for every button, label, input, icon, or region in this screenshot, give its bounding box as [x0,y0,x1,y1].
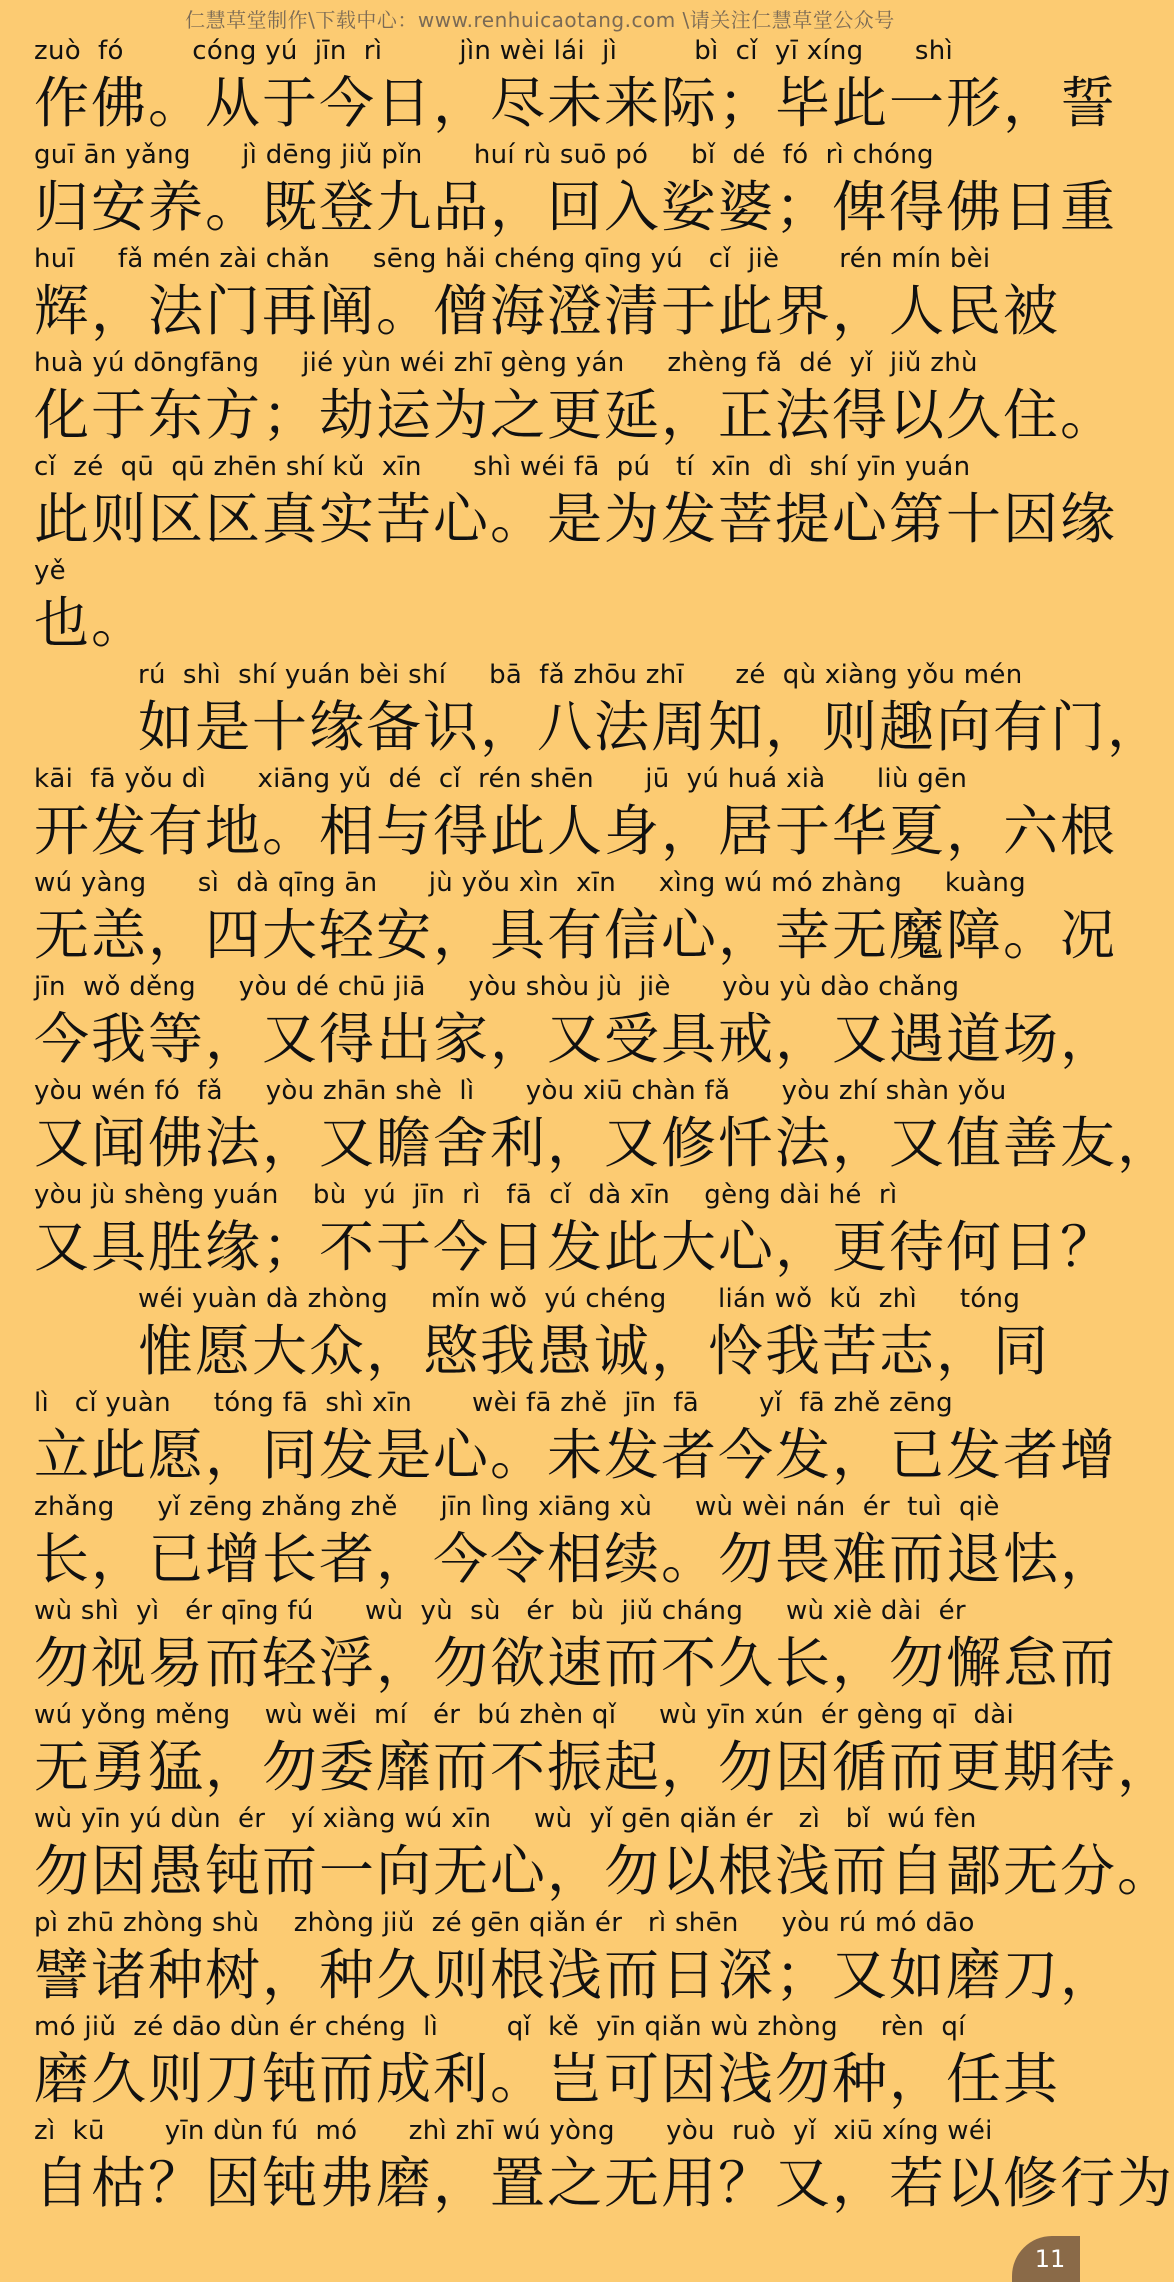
text-line [34,1074,1174,1178]
scripture-text [34,34,1174,2218]
text-line [34,1698,1174,1802]
pinyin-row: mó jiǔ zé dāo dùn ér chéng lì qǐ kě yīn qiǎn wù zhòng rèn qí [34,2012,966,2042]
text-line [34,346,1118,450]
text-line [34,450,1118,554]
hanzi-row: 此则区区真实苦心。是为发菩提心第十因缘 [34,487,1118,551]
pinyin-row: pì zhū zhòng shù zhòng jiǔ zé gēn qiǎn ér rì shēn yòu rú mó dāo [34,1908,975,1938]
page-number-badge: 11 [1012,2236,1080,2282]
text-line [34,1490,1118,1594]
hanzi-row: 立此愿，同发是心。未发者今发，已发者增 [34,1423,1118,1487]
text-line [34,1178,1118,1282]
pinyin-row: wéi yuàn dà zhòng mǐn wǒ yú chéng lián wǒ kǔ zhì tóng [138,1284,1021,1314]
hanzi-row: 无勇猛，勿委靡而不振起，勿因循而更期待， [34,1735,1174,1799]
hanzi-row: 自枯？因钝弗磨，置之无用？又，若以修行为 [34,2151,1174,2215]
pinyin-row: yòu wén fó fǎ yòu zhān shè lì yòu xiū chàn fǎ yòu zhí shàn yǒu [34,1076,1007,1106]
pinyin-row: wú yǒng měng wù wěi mí ér bú zhèn qǐ wù yīn xún ér gèng qī dài [34,1700,1015,1730]
pinyin-row: huī fǎ mén zài chǎn sēng hǎi chéng qīng yú cǐ jiè rén mín bèi [34,244,991,274]
hanzi-row: 勿因愚钝而一向无心，勿以根浅而自鄙无分。 [34,1839,1174,1903]
text-line [34,138,1118,242]
hanzi-row: 又闻佛法，又瞻舍利，又修忏法，又值善友， [34,1111,1174,1175]
pinyin-row: cǐ zé qū qū zhēn shí kǔ xīn shì wéi fā pú tí xīn dì shí yīn yuán [34,452,971,482]
hanzi-row: 作佛。从于今日，尽未来际；毕此一形，誓 [34,71,1118,135]
text-line [34,242,1061,346]
hanzi-row: 开发有地。相与得此人身，居于华夏，六根 [34,799,1118,863]
hanzi-row: 无恙，四大轻安，具有信心，幸无魔障。况 [34,903,1118,967]
text-line [34,866,1118,970]
hanzi-row: 如是十缘备识，八法周知，则趣向有门， [138,695,1165,759]
hanzi-row: 长，已增长者，今令相续。勿畏难而退怯， [34,1527,1118,1591]
text-line [34,762,1118,866]
pinyin-row: zhǎng yǐ zēng zhǎng zhě jīn lìng xiāng xù wù wèi nán ér tuì qiè [34,1492,1000,1522]
text-line [34,1594,1118,1698]
pinyin-row: rú shì shí yuán bèi shí bā fǎ zhōu zhī zé qù xiàng yǒu mén [138,660,1023,690]
pinyin-row: zì kū yīn dùn fú mó zhì zhī wú yòng yòu ruò yǐ xiū xíng wéi [34,2116,993,2146]
text-line [34,1386,1118,1490]
text-line [34,1282,1054,1386]
pinyin-row: zuò fó cóng yú jīn rì jìn wèi lái jì bì cǐ yī xíng shì [34,36,954,66]
pinyin-row: jīn wǒ děng yòu dé chū jiā yòu shòu jù jiè yòu yù dào chǎng [34,972,960,1002]
hanzi-row: 勿视易而轻浮，勿欲速而不久长，勿懈怠而 [34,1631,1118,1695]
text-line [34,970,1118,1074]
text-line [34,2114,1174,2218]
pinyin-row: huà yú dōngfāng jié yùn wéi zhī gèng yán zhèng fǎ dé yǐ jiǔ zhù [34,348,978,378]
pinyin-row: kāi fā yǒu dì xiāng yǔ dé cǐ rén shēn jū yú huá xià liù gēn [34,764,968,794]
text-line [34,1802,1174,1906]
text-line [34,554,1054,658]
text-line [34,658,1165,762]
hanzi-row: 又具胜缘；不于今日发此大心，更待何日？ [34,1215,1118,1279]
pinyin-row: guī ān yǎng jì dēng jiǔ pǐn huí rù suō pó bǐ dé fó rì chóng [34,140,934,170]
pinyin-row: yě [34,556,66,586]
hanzi-row: 化于东方；劫运为之更延，正法得以久住。 [34,383,1118,447]
text-line [34,1906,1118,2010]
hanzi-row: 归安养。既登九品，回入娑婆；俾得佛日重 [34,175,1118,239]
hanzi-row: 磨久则刀钝而成利。岂可因浅勿种，任其 [34,2047,1061,2111]
hanzi-row: 也。 [34,591,149,655]
watermark-header: 仁慧草堂制作\下载中心：www.renhuicaotang.com \请关注仁慧草堂公众号 [185,8,895,32]
pinyin-row: wù yīn yú dùn ér yí xiàng wú xīn wù yǐ gēn qiǎn ér zì bǐ wú fèn [34,1804,977,1834]
pinyin-row: wù shì yì ér qīng fú wù yù sù ér bù jiǔ cháng wù xiè dài ér [34,1596,966,1626]
hanzi-row: 譬诸种树，种久则根浅而日深；又如磨刀， [34,1943,1118,2007]
hanzi-row: 今我等，又得出家，又受具戒，又遇道场， [34,1007,1118,1071]
text-line [34,2010,1061,2114]
hanzi-row: 辉，法门再阐。僧海澄清于此界，人民被 [34,279,1061,343]
hanzi-row: 惟愿大众，愍我愚诚，怜我苦志，同 [138,1319,1051,1383]
pinyin-row: wú yàng sì dà qīng ān jù yǒu xìn xīn xìng wú mó zhàng kuàng [34,868,1026,898]
pinyin-row: yòu jù shèng yuán bù yú jīn rì fā cǐ dà xīn gèng dài hé rì [34,1180,898,1210]
pinyin-row: lì cǐ yuàn tóng fā shì xīn wèi fā zhě jīn fā yǐ fā zhě zēng [34,1388,953,1418]
text-line [34,34,1118,138]
